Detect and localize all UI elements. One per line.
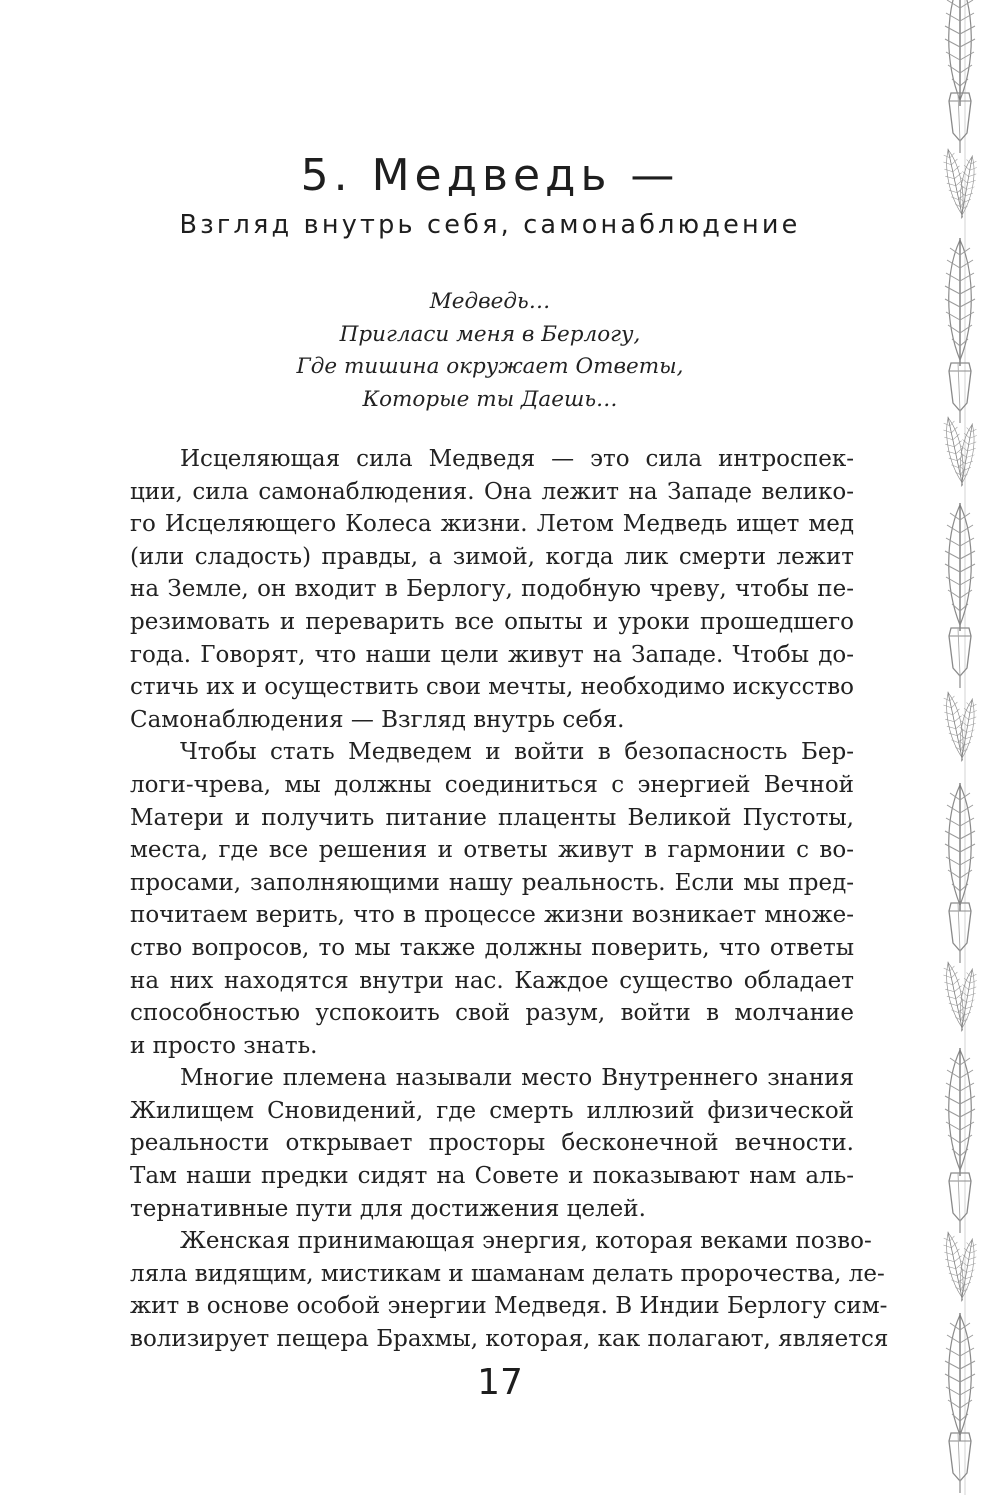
poem-line: Которые ты Даешь… bbox=[362, 386, 618, 412]
text-line: го Исцеляющего Колеса жизни. Летом Медведь ищет мед bbox=[130, 511, 854, 538]
body-text bbox=[130, 443, 889, 1356]
text-line: ции, сила самонаблюдения. Она лежит на Западе велико- bbox=[130, 478, 854, 505]
poem-line: Медведь… bbox=[429, 289, 551, 314]
text-line: логи-чрева, мы должны соединиться с энергией Вечной bbox=[130, 771, 854, 798]
epigraph-poem bbox=[130, 286, 850, 416]
page-number: 17 bbox=[477, 1362, 523, 1403]
text-line: жит в основе особой энергии Медведя. В Индии Берлогу сим- bbox=[130, 1293, 888, 1320]
text-line: Матери и получить питание плаценты Великой Пустоты, bbox=[130, 804, 854, 831]
text-line: Чтобы стать Медведем и войти в безопасность Бер- bbox=[180, 739, 854, 766]
text-line: (или сладость) правды, а зимой, когда лик смерти лежит bbox=[130, 543, 854, 570]
text-line: Жилищем Сновидений, где смерть иллюзий физической bbox=[130, 1097, 854, 1124]
text-line: на них находятся внутри нас. Каждое существо обладает bbox=[130, 967, 854, 994]
text-line: Самонаблюдения — Взгляд внутрь себя. bbox=[130, 706, 625, 733]
text-line: реальности открывает просторы бесконечной вечности. bbox=[130, 1130, 854, 1157]
text-line: места, где все решения и ответы живут в гармонии с во- bbox=[130, 837, 854, 864]
text-line: стичь их и осуществить свои мечты, необходимо искусство bbox=[130, 674, 854, 701]
feather-garland-icon bbox=[860, 0, 1000, 1495]
text-line: тернативные пути для достижения целей. bbox=[130, 1195, 646, 1222]
chapter-title: 5. Медведь — bbox=[300, 150, 680, 201]
text-line: Многие племена называли место Внутреннего знания bbox=[180, 1065, 854, 1092]
text-line: на Земле, он входит в Берлогу, подобную чреву, чтобы пе- bbox=[130, 576, 854, 603]
text-line: ляла видящим, мистикам и шаманам делать пророчества, ле- bbox=[130, 1260, 885, 1287]
poem-line: Где тишина окружает Ответы, bbox=[296, 354, 684, 379]
poem-line: Пригласи меня в Берлогу, bbox=[339, 321, 641, 347]
text-line: волизирует пещера Брахмы, которая, как полагают, является bbox=[130, 1326, 889, 1353]
chapter-subtitle: Взгляд внутрь себя, самонаблюдение bbox=[179, 210, 801, 240]
text-line: Там наши предки сидят на Совете и показывают нам аль- bbox=[130, 1163, 854, 1190]
text-line: года. Говорят, что наши цели живут на Западе. Чтобы до- bbox=[130, 641, 854, 668]
text-line: ство вопросов, то мы также должны поверить, что ответы bbox=[130, 934, 854, 961]
text-line: резимовать и переварить все опыты и уроки прошедшего bbox=[130, 608, 854, 635]
text-line: просами, заполняющими нашу реальность. Если мы пред- bbox=[130, 869, 854, 896]
text-line: Исцеляющая сила Медведя — это сила интроспек- bbox=[180, 446, 854, 472]
text-line: Женская принимающая энергия, которая веками позво- bbox=[180, 1228, 872, 1255]
text-line: и просто знать. bbox=[130, 1032, 318, 1059]
text-line: почитаем верить, что в процессе жизни возникает множе- bbox=[130, 902, 854, 929]
text-line: способностью успокоить свой разум, войти в молчание bbox=[130, 1000, 854, 1027]
